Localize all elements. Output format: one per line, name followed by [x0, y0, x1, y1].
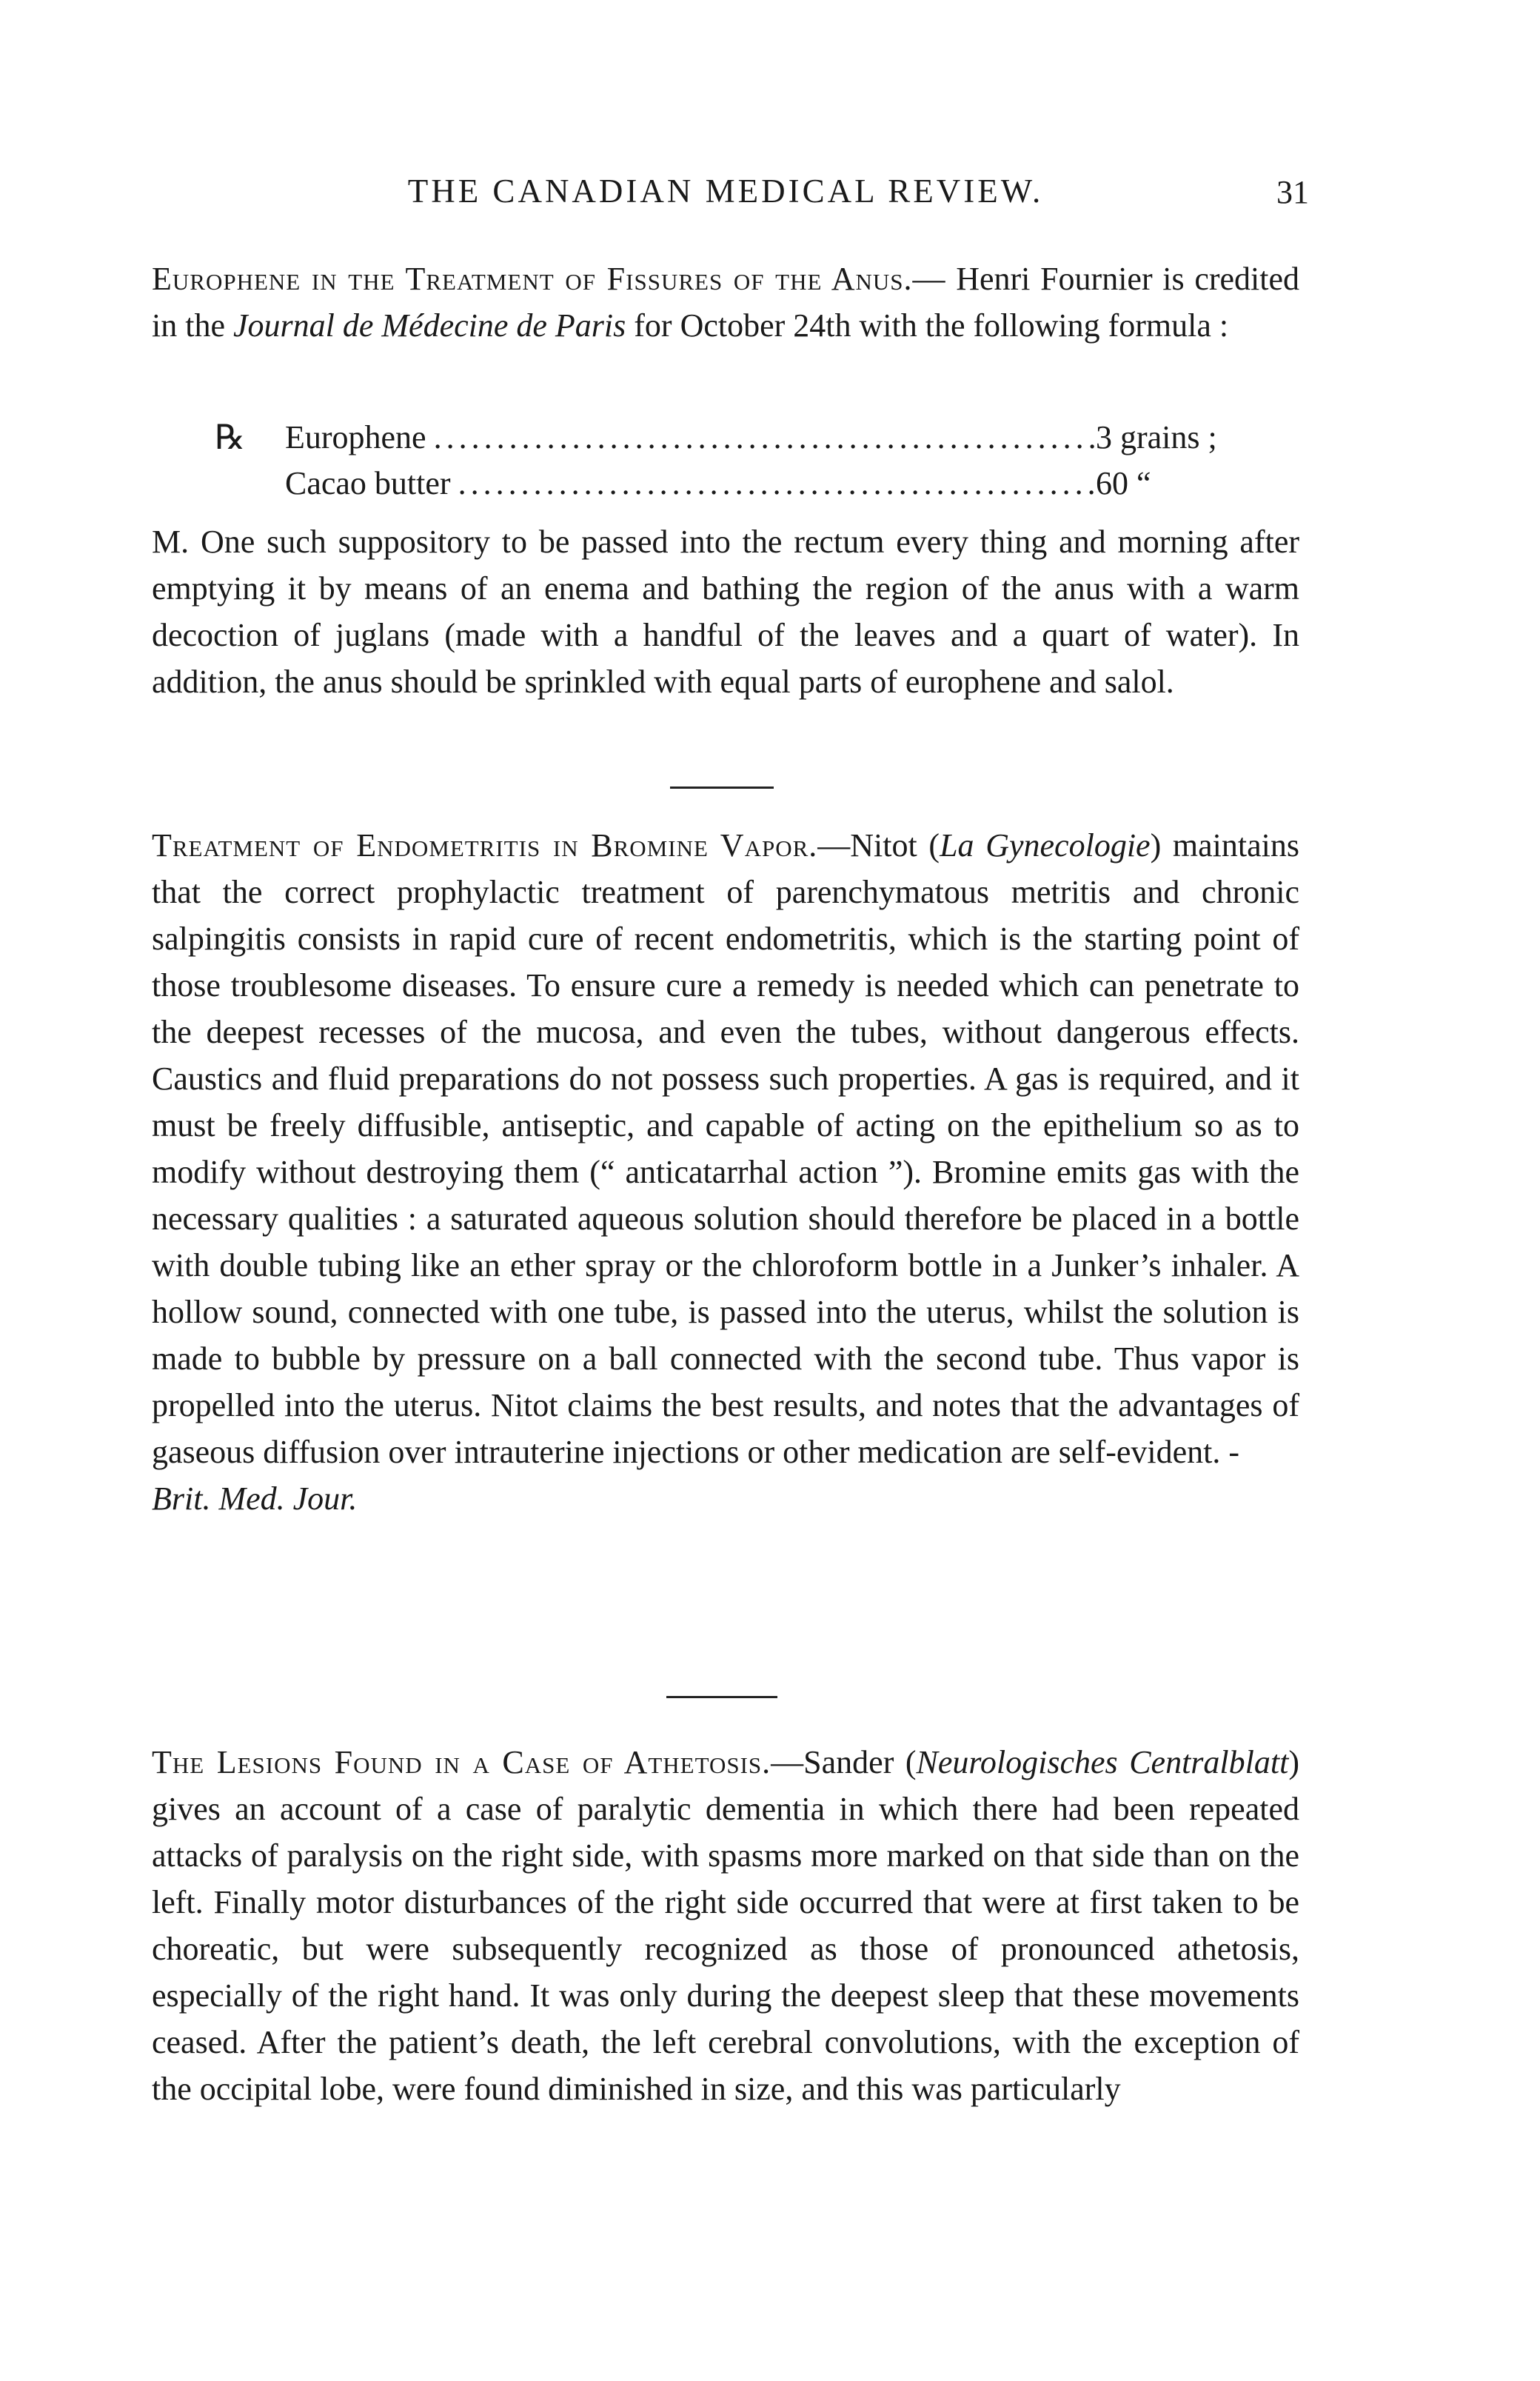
- article-paragraph: [152, 1739, 1299, 2112]
- journal-source: Journal de Médecine de Paris: [232, 307, 626, 344]
- recipe-symbol: ℞: [215, 418, 246, 456]
- article-heading: The Lesions Found in a Case of Athetosis.: [152, 1744, 771, 1780]
- article-heading: Europhene in the Treatment of Fissures of the Anus.—: [152, 261, 946, 297]
- article-athetosis: [152, 1739, 1299, 2112]
- ingredient-dose: 60 “: [1096, 465, 1151, 501]
- ingredient-name: Europhene: [285, 419, 426, 455]
- article-text: —Nitot (: [817, 827, 940, 864]
- page-number: 31: [1276, 174, 1309, 210]
- ingredient-name: Cacao butter: [285, 465, 451, 501]
- citation: Brit. Med. Jour.: [152, 1480, 358, 1517]
- ingredient-dose: 3 grains ;: [1096, 419, 1217, 455]
- article-europhene: [152, 256, 1299, 349]
- article-paragraph: M. One such suppository to be passed into the rectum every thing and morning after emptying it by means of an enema and bathing the region of the anus with a warm decoction of juglans (made with a handful of the leaves and a quart of water). In addition, the anus should be sprinkled with equal parts of europhene and salol.: [152, 524, 1299, 700]
- article-text: ) gives an account of a case of paralytic dementia in which there had been repeated attacks of paralysis on the right side, with spasms more marked on that side than on the left. Finally motor disturbances of the right side occurred that were at first taken to be choreatic, but were subsequently recognized as those of pronounced athetosis, especially of the right hand. It was only during the deepest sleep that these movements ceased. After the patient’s death, the left cerebral convolutions, with the exception of the occipital lobe, were found diminished in size, and this was particularly: [152, 1744, 1299, 2107]
- article-text: Henri Fournier is credited in the: [152, 261, 1300, 344]
- running-head: [148, 172, 1309, 216]
- article-paragraph: [152, 256, 1299, 349]
- dot-leader: [451, 461, 1096, 507]
- article-text: —Sander (: [771, 1744, 917, 1780]
- prescription-formula: [215, 415, 1266, 507]
- section-divider: [670, 787, 774, 789]
- formula-row: [215, 415, 1266, 461]
- article-text: ) maintains that the correct prophylactic treatment of parenchymatous metritis and chronic salpingitis consists in rapid cure of recent endometritis, which is the starting point of those troublesome diseases. To ensure cure a remedy is needed which can penetrate to the deepest recesses of the mucosa, and even the tubes, without dangerous effects. Caustics and fluid preparations do not possess such properties. A gas is required, and it must be freely diffusible, antiseptic, and capable of acting on the epithelium so as to modify without destroying them (“ anticatarrhal action ”). Bromine emits gas with the necessary qualities : a saturated aqueous solution should therefore be placed in a bottle with double tubing like an ether spray or the chloroform bottle in a Junker’s inhaler. A hollow sound, connected with one tube, is passed into the uterus, whilst the solution is made to bubble by pressure on a ball connected with the second tube. Thus vapor is propelled into the uterus. Nitot claims the best results, and notes that the advantages of gaseous diffusion over intrauterine injections or other medication are self-evident. -: [152, 827, 1300, 1470]
- dot-leader: [426, 415, 1096, 461]
- journal-source: La Gynecologie: [940, 827, 1151, 864]
- formula-row: [215, 461, 1266, 507]
- article-paragraph: [152, 822, 1299, 1522]
- article-text: for October 24th with the following formula :: [626, 307, 1229, 344]
- journal-source: Neurologisches Centralblatt: [916, 1744, 1289, 1780]
- section-divider: [666, 1696, 777, 1698]
- journal-title: THE CANADIAN MEDICAL REVIEW.: [407, 173, 1044, 210]
- article-endometritis: [152, 822, 1299, 1522]
- article-heading: Treatment of Endometritis in Bromine Vapor.: [152, 827, 818, 864]
- article-europhene-continuation: [152, 518, 1299, 705]
